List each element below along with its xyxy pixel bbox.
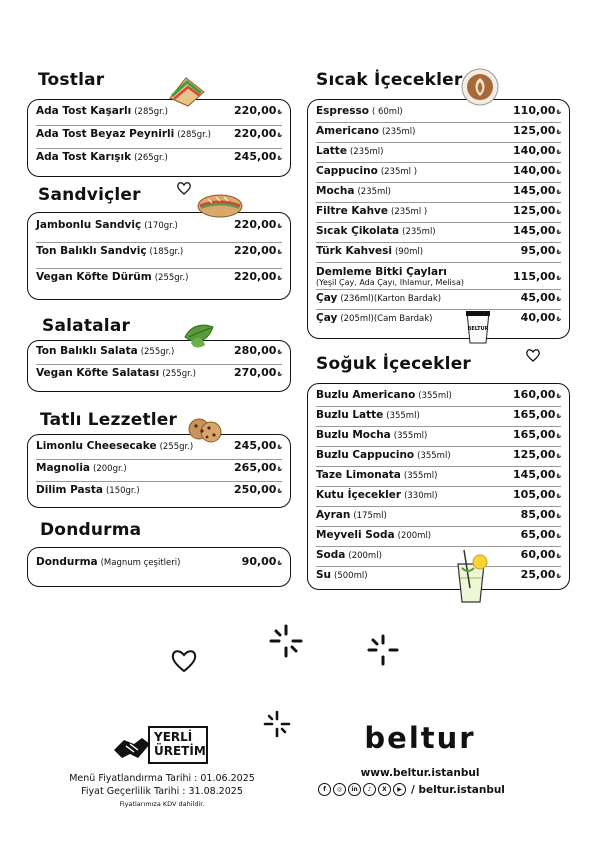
item-size: (150gr.): [105, 486, 140, 496]
item-price: 220,00₺: [234, 270, 282, 283]
menu-item: [316, 468, 561, 487]
menu-item: [316, 428, 561, 447]
item-name: Buzlu Americano: [316, 389, 416, 401]
item-name: Magnolia: [36, 462, 91, 474]
menu-item: [316, 244, 561, 263]
item-price: 165,00₺: [513, 408, 561, 421]
menu-item: [36, 461, 282, 482]
item-size: (255gr.): [140, 347, 175, 357]
validity-date: Fiyat Geçerlilik Tarihi : 31.08.2025: [81, 786, 243, 797]
item-price: 145,00₺: [513, 468, 561, 481]
item-size: ( 60ml): [371, 107, 403, 117]
item-name: Çay: [316, 312, 338, 324]
item-name: Buzlu Mocha: [316, 429, 391, 441]
item-name: Çay: [316, 292, 338, 304]
item-name: Buzlu Latte: [316, 409, 384, 421]
menu-item: [36, 483, 282, 504]
item-name: Limonlu Cheesecake: [36, 440, 157, 452]
brand-logo: beltur: [364, 721, 476, 755]
item-price: 145,00₺: [513, 184, 561, 197]
menu-box-tostlar: [27, 99, 291, 177]
latte-cup-icon: [460, 67, 500, 107]
item-name: Ada Tost Kaşarlı: [36, 105, 132, 117]
facebook-icon[interactable]: f: [318, 783, 331, 796]
item-price: 220,00₺: [234, 218, 282, 231]
item-size: (235ml): [349, 147, 384, 157]
social-links: [318, 783, 505, 796]
item-name: Soda: [316, 549, 346, 561]
item-price: 105,00₺: [513, 488, 561, 501]
item-name: Ton Balıklı Salata: [36, 345, 138, 357]
sparkle-icon: [262, 709, 292, 739]
heart-icon: [525, 348, 541, 363]
menu-item: [36, 555, 282, 577]
x-icon[interactable]: X: [378, 783, 391, 796]
baguette-sandwich-icon: [196, 189, 244, 221]
youtube-icon[interactable]: ▶: [393, 783, 406, 796]
item-price: 245,00₺: [234, 150, 282, 163]
item-size: (330ml): [404, 491, 438, 501]
item-size: (236ml)(Karton Bardak): [340, 294, 442, 304]
website-link[interactable]: www.beltur.istanbul: [360, 767, 480, 779]
item-name: Meyveli Soda: [316, 529, 395, 541]
item-name: Su: [316, 569, 332, 581]
menu-item: [316, 224, 561, 243]
item-name: Cappucino: [316, 165, 378, 177]
item-name: Latte: [316, 145, 347, 157]
item-price: 280,00₺: [234, 344, 282, 357]
item-size: (185gr.): [149, 247, 184, 257]
item-price: 140,00₺: [513, 164, 561, 177]
item-size: (265gr.): [134, 153, 168, 163]
item-size: (255gr.): [154, 273, 189, 283]
item-size: (355ml): [417, 451, 451, 461]
basil-leaf-icon: [181, 321, 217, 351]
sparkle-icon: [366, 633, 400, 667]
menu-item: [316, 184, 561, 203]
menu-box-sicak: [307, 99, 570, 339]
item-price: 270,00₺: [234, 366, 282, 379]
item-price: 245,00₺: [234, 439, 282, 452]
menu-item: [316, 548, 561, 567]
item-size: (500ml): [334, 571, 368, 581]
menu-item: [36, 344, 282, 365]
lemonade-glass-icon: [450, 548, 492, 604]
item-price: 125,00₺: [513, 204, 561, 217]
item-name: Buzlu Cappucino: [316, 449, 415, 461]
item-size: (235ml ): [391, 207, 428, 217]
menu-item: [316, 311, 561, 330]
item-size: (235ml ): [380, 167, 418, 177]
item-size: (255gr.): [159, 442, 194, 452]
menu-item: [316, 144, 561, 163]
item-price: 125,00₺: [513, 448, 561, 461]
item-size: (285gr.): [177, 130, 211, 140]
menu-item: [316, 568, 561, 587]
item-size: (285gr.): [134, 107, 168, 117]
heart-icon: [170, 648, 198, 674]
item-price: 110,00₺: [513, 104, 561, 117]
menu-item: [316, 124, 561, 143]
item-name: Taze Limonata: [316, 469, 401, 481]
item-name: Vegan Köfte Salatası: [36, 367, 160, 379]
item-name: Filtre Kahve: [316, 205, 389, 217]
badge-line-2: ÜRETİM: [154, 744, 206, 758]
item-price: 165,00₺: [513, 428, 561, 441]
menu-box-sandvicler: [27, 212, 291, 300]
item-size: (355ml): [403, 471, 438, 481]
item-name: Dilim Pasta: [36, 484, 103, 496]
cookies-icon: [187, 415, 223, 445]
menu-item: [36, 244, 282, 269]
sparkle-icon: [268, 623, 304, 659]
item-price: 45,00₺: [520, 291, 561, 304]
item-size: (205ml)(Cam Bardak): [340, 314, 433, 324]
section-title-tatli: Tatlı Lezzetler: [40, 410, 178, 430]
social-handle[interactable]: / beltur.istanbul: [411, 783, 505, 796]
menu-item: [316, 388, 561, 407]
item-size: (200gr.): [93, 464, 127, 474]
menu-item: [316, 204, 561, 223]
item-size: (Magnum çeşitleri): [100, 558, 181, 568]
pricing-date: Menü Fiyatlandırma Tarihi : 01.06.2025: [69, 773, 255, 784]
menu-item: [316, 291, 561, 310]
item-name: Dondurma: [36, 556, 98, 568]
item-price: 220,00₺: [234, 127, 282, 140]
section-title-sandvicler: Sandviçler: [38, 185, 141, 205]
item-name: Ton Balıklı Sandviç: [36, 245, 147, 257]
item-price: 95,00₺: [520, 244, 561, 257]
item-size: (235ml): [381, 127, 416, 137]
item-price: 220,00₺: [234, 244, 282, 257]
linkedin-icon[interactable]: in: [348, 783, 361, 796]
menu-item: [316, 104, 561, 123]
item-name: Ada Tost Beyaz Peynirli: [36, 128, 175, 140]
item-price: 40,00₺: [520, 311, 561, 324]
menu-item: [316, 528, 561, 547]
vat-note: Fiyatlarımıza KDV dahildir.: [119, 800, 205, 808]
item-size: (355ml): [393, 431, 428, 441]
paper-cup-icon: [465, 310, 491, 344]
item-size: (200ml): [397, 531, 432, 541]
item-name: Demleme Bitki Çayları (Yeşil Çay, Ada Çayı, Ihlamur, Melisa): [316, 266, 464, 287]
section-title-tostlar: Tostlar: [38, 70, 105, 90]
section-title-dondurma: Dondurma: [40, 520, 142, 540]
instagram-icon[interactable]: ◎: [333, 783, 346, 796]
menu-item: [36, 366, 282, 387]
menu-item: [36, 104, 282, 126]
item-size: (235ml): [357, 187, 391, 197]
item-price: 140,00₺: [513, 144, 561, 157]
item-price: 160,00₺: [513, 388, 561, 401]
heart-icon: [176, 181, 192, 196]
menu-box-soguk: [307, 383, 570, 590]
menu-box-dondurma: [27, 547, 291, 587]
menu-item: [36, 218, 282, 243]
menu-item: [316, 448, 561, 467]
menu-item: [316, 264, 561, 290]
item-name: Mocha: [316, 185, 355, 197]
section-title-salatalar: Salatalar: [42, 316, 131, 336]
item-size: (170gr.): [144, 221, 178, 231]
tiktok-icon[interactable]: ♪: [363, 783, 376, 796]
item-price: 25,00₺: [520, 568, 561, 581]
section-title-soguk: Soğuk İçecekler: [316, 354, 472, 374]
badge-line-1: YERLİ: [154, 730, 193, 744]
menu-item: [316, 508, 561, 527]
item-subtitle: (Yeşil Çay, Ada Çayı, Ihlamur, Melisa): [316, 278, 464, 287]
item-name: Jambonlu Sandviç: [36, 219, 142, 231]
item-price: 125,00₺: [513, 124, 561, 137]
item-price: 85,00₺: [520, 508, 561, 521]
menu-box-salatalar: [27, 340, 291, 392]
item-name: Türk Kahvesi: [316, 245, 392, 257]
item-price: 65,00₺: [520, 528, 561, 541]
menu-item: [36, 270, 282, 295]
menu-item: [36, 439, 282, 460]
item-price: 90,00₺: [241, 555, 282, 568]
menu-box-tatli: [27, 434, 291, 508]
item-price: 265,00₺: [234, 461, 282, 474]
item-name: Ayran: [316, 509, 351, 521]
item-price: 60,00₺: [520, 548, 561, 561]
item-price: 115,00₺: [513, 270, 561, 283]
menu-item: [316, 488, 561, 507]
menu-item: [36, 150, 282, 172]
item-name: Americano: [316, 125, 379, 137]
menu-item: [316, 164, 561, 183]
item-price: 145,00₺: [513, 224, 561, 237]
item-name: Vegan Köfte Dürüm: [36, 271, 152, 283]
cup-brand-label: BELTUR: [467, 326, 489, 332]
menu-item: [36, 127, 282, 149]
item-name: Kutu İçecekler: [316, 489, 402, 501]
item-size: (355ml): [418, 391, 452, 401]
item-size: (355ml): [386, 411, 420, 421]
item-size: (200ml): [348, 551, 382, 561]
item-size: (90ml): [394, 247, 424, 257]
menu-item: [316, 408, 561, 427]
section-title-sicak: Sıcak İçecekler: [316, 70, 463, 90]
item-size: (235ml): [402, 227, 436, 237]
item-name: Ada Tost Karışık: [36, 151, 132, 163]
toast-sandwich-icon: [166, 74, 208, 110]
item-price: 220,00₺: [234, 104, 282, 117]
yerli-uretim-badge: [112, 726, 210, 766]
item-name: Sıcak Çikolata: [316, 225, 400, 237]
handshake-icon: [112, 730, 152, 764]
item-name: Espresso: [316, 105, 369, 117]
item-price: 250,00₺: [234, 483, 282, 496]
item-size: (255gr.): [162, 369, 196, 379]
item-size: (175ml): [353, 511, 387, 521]
